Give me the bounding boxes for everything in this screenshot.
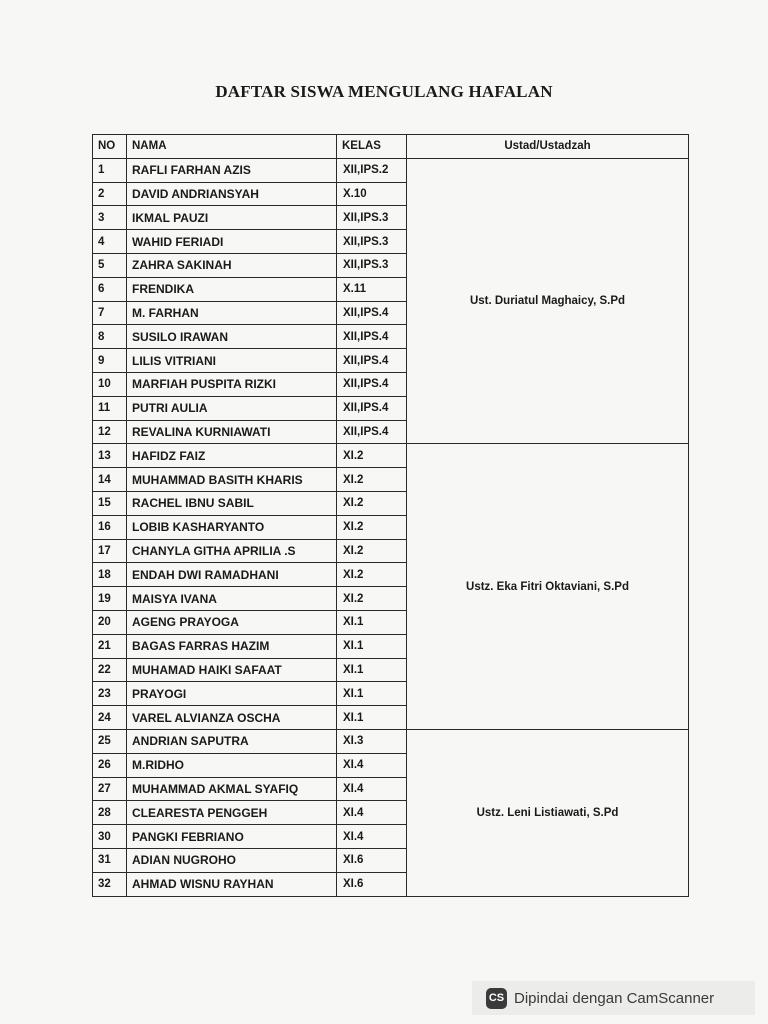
cell-kelas: XI.2 <box>337 491 407 515</box>
cell-nama: LOBIB KASHARYANTO <box>127 515 337 539</box>
cell-no: 24 <box>93 706 127 730</box>
cell-kelas: XI.6 <box>337 872 407 896</box>
cell-no: 3 <box>93 206 127 230</box>
cell-kelas: XI.4 <box>337 825 407 849</box>
cell-nama: VAREL ALVIANZA OSCHA <box>127 706 337 730</box>
cell-kelas: XI.2 <box>337 563 407 587</box>
cell-nama: PANGKI FEBRIANO <box>127 825 337 849</box>
cell-no: 6 <box>93 277 127 301</box>
cell-no: 21 <box>93 634 127 658</box>
cell-no: 12 <box>93 420 127 444</box>
cell-nama: ENDAH DWI RAMADHANI <box>127 563 337 587</box>
cell-kelas: XII,IPS.4 <box>337 420 407 444</box>
cell-kelas: XII,IPS.4 <box>337 325 407 349</box>
cell-kelas: XI.2 <box>337 539 407 563</box>
cell-kelas: X.10 <box>337 182 407 206</box>
cell-kelas: XI.4 <box>337 753 407 777</box>
column-header-nama: NAMA <box>127 135 337 159</box>
cell-no: 8 <box>93 325 127 349</box>
camscanner-text: Dipindai dengan CamScanner <box>514 989 715 1007</box>
cell-kelas: XI.2 <box>337 515 407 539</box>
column-header-kelas: KELAS <box>337 135 407 159</box>
cell-nama: PRAYOGI <box>127 682 337 706</box>
cell-nama: FRENDIKA <box>127 277 337 301</box>
cell-kelas: XII,IPS.2 <box>337 158 407 182</box>
cell-no: 19 <box>93 587 127 611</box>
cell-no: 14 <box>93 468 127 492</box>
cell-nama: RAFLI FARHAN AZIS <box>127 158 337 182</box>
cell-kelas: XI.4 <box>337 801 407 825</box>
cell-nama: BAGAS FARRAS HAZIM <box>127 634 337 658</box>
cell-no: 4 <box>93 230 127 254</box>
cell-nama: AGENG PRAYOGA <box>127 610 337 634</box>
cell-no: 31 <box>93 848 127 872</box>
cell-nama: AHMAD WISNU RAYHAN <box>127 872 337 896</box>
cell-nama: LILIS VITRIANI <box>127 349 337 373</box>
cell-nama: ADIAN NUGROHO <box>127 848 337 872</box>
cell-no: 26 <box>93 753 127 777</box>
cell-kelas: XII,IPS.3 <box>337 206 407 230</box>
camscanner-watermark <box>472 981 755 1015</box>
cell-nama: ANDRIAN SAPUTRA <box>127 729 337 753</box>
column-header-teacher: Ustad/Ustadzah <box>407 135 689 159</box>
cell-kelas: XI.2 <box>337 587 407 611</box>
cell-kelas: XI.1 <box>337 706 407 730</box>
cell-nama: MUHAMMAD AKMAL SYAFIQ <box>127 777 337 801</box>
cell-teacher: Ustz. Eka Fitri Oktaviani, S.Pd <box>407 444 689 730</box>
cell-no: 25 <box>93 729 127 753</box>
cell-kelas: XI.1 <box>337 658 407 682</box>
column-header-no: NO <box>93 135 127 159</box>
cell-nama: HAFIDZ FAIZ <box>127 444 337 468</box>
cell-no: 13 <box>93 444 127 468</box>
cell-kelas: XII,IPS.3 <box>337 253 407 277</box>
cell-kelas: XI.3 <box>337 729 407 753</box>
cell-nama: IKMAL PAUZI <box>127 206 337 230</box>
cell-kelas: XI.2 <box>337 468 407 492</box>
cell-no: 18 <box>93 563 127 587</box>
table-row <box>93 158 689 182</box>
cell-no: 30 <box>93 825 127 849</box>
cell-kelas: XII,IPS.4 <box>337 372 407 396</box>
cell-no: 15 <box>93 491 127 515</box>
cell-kelas: XI.4 <box>337 777 407 801</box>
cell-no: 16 <box>93 515 127 539</box>
cell-no: 20 <box>93 610 127 634</box>
cell-no: 9 <box>93 349 127 373</box>
cell-nama: SUSILO IRAWAN <box>127 325 337 349</box>
cell-kelas: XI.1 <box>337 682 407 706</box>
cell-no: 1 <box>93 158 127 182</box>
camscanner-logo-icon: CS <box>486 988 507 1009</box>
cell-kelas: XII,IPS.3 <box>337 230 407 254</box>
cell-nama: CHANYLA GITHA APRILIA .S <box>127 539 337 563</box>
cell-nama: ZAHRA SAKINAH <box>127 253 337 277</box>
table-row <box>93 444 689 468</box>
cell-no: 17 <box>93 539 127 563</box>
cell-nama: WAHID FERIADI <box>127 230 337 254</box>
cell-no: 23 <box>93 682 127 706</box>
cell-no: 10 <box>93 372 127 396</box>
cell-no: 22 <box>93 658 127 682</box>
cell-nama: PUTRI AULIA <box>127 396 337 420</box>
cell-nama: MUHAMMAD BASITH KHARIS <box>127 468 337 492</box>
cell-kelas: X.11 <box>337 277 407 301</box>
cell-nama: MUHAMAD HAIKI SAFAAT <box>127 658 337 682</box>
table-header-row <box>93 135 689 159</box>
cell-nama: DAVID ANDRIANSYAH <box>127 182 337 206</box>
cell-kelas: XII,IPS.4 <box>337 301 407 325</box>
cell-no: 32 <box>93 872 127 896</box>
cell-kelas: XI.1 <box>337 634 407 658</box>
cell-nama: CLEARESTA PENGGEH <box>127 801 337 825</box>
cell-no: 7 <box>93 301 127 325</box>
cell-kelas: XI.2 <box>337 444 407 468</box>
page-title: DAFTAR SISWA MENGULANG HAFALAN <box>215 82 553 101</box>
cell-no: 2 <box>93 182 127 206</box>
student-table <box>92 134 689 897</box>
cell-no: 11 <box>93 396 127 420</box>
cell-nama: MAISYA IVANA <box>127 587 337 611</box>
cell-nama: M. FARHAN <box>127 301 337 325</box>
cell-no: 28 <box>93 801 127 825</box>
cell-kelas: XII,IPS.4 <box>337 349 407 373</box>
cell-nama: RACHEL IBNU SABIL <box>127 491 337 515</box>
cell-teacher: Ust. Duriatul Maghaicy, S.Pd <box>407 158 689 444</box>
cell-no: 5 <box>93 253 127 277</box>
table-row <box>93 729 689 753</box>
cell-kelas: XI.6 <box>337 848 407 872</box>
cell-teacher: Ustz. Leni Listiawati, S.Pd <box>407 729 689 896</box>
cell-kelas: XII,IPS.4 <box>337 396 407 420</box>
cell-nama: REVALINA KURNIAWATI <box>127 420 337 444</box>
cell-no: 27 <box>93 777 127 801</box>
cell-kelas: XI.1 <box>337 610 407 634</box>
table-body <box>93 158 689 896</box>
cell-nama: M.RIDHO <box>127 753 337 777</box>
cell-nama: MARFIAH PUSPITA RIZKI <box>127 372 337 396</box>
